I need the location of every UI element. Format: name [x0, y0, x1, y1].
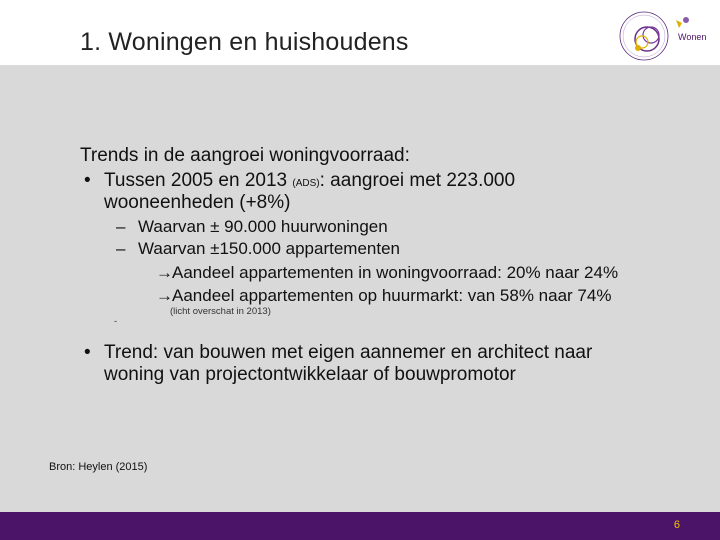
sub-item-huurwoningen: Waarvan ± 90.000 huurwoningen	[138, 217, 388, 236]
bullet1-line1	[104, 170, 515, 192]
bullet-marker: •	[84, 342, 91, 363]
intro-text: Trends in de aangroei woningvoorraad:	[80, 145, 410, 166]
arrow-icon: →	[156, 263, 173, 282]
bullet-marker: •	[84, 170, 91, 191]
sub-marker: –	[116, 217, 126, 236]
slide-title: 1. Woningen en huishoudens	[80, 28, 409, 56]
logo-text: Wonen	[678, 32, 707, 42]
bullet1-line2: wooneenheden (+8%)	[104, 192, 291, 213]
bullet2-line2: woning van projectontwikkelaar of bouwpromotor	[104, 364, 516, 385]
footnote-overschat: (licht overschat in 2013)	[170, 306, 271, 317]
arrow-icon: →	[156, 286, 173, 305]
bullet1-subscript: (ADS)	[292, 178, 320, 189]
sub-marker: –	[116, 239, 126, 258]
page-number: 6	[673, 519, 680, 531]
slide-body	[0, 65, 720, 512]
slide-footer	[0, 512, 720, 540]
stray-marker: -	[114, 316, 118, 327]
bullet2-line1: Trend: van bouwen met eigen aannemer en architect naar	[104, 342, 593, 363]
bullet1-text-a: Tussen 2005 en 2013	[104, 170, 293, 191]
arrow-item-woningvoorraad: Aandeel appartementen in woningvoorraad: 20% naar 24%	[172, 263, 619, 282]
slide-header	[0, 0, 720, 65]
wonen-logo	[614, 6, 714, 64]
bullet1-text-b: : aangroei met 223.000	[319, 170, 516, 191]
source-citation: Bron: Heylen (2015)	[49, 461, 148, 473]
sub-item-appartementen: Waarvan ±150.000 appartementen	[138, 239, 400, 258]
arrow-item-huurmarkt: Aandeel appartementen op huurmarkt: van 58% naar 74%	[172, 286, 612, 305]
